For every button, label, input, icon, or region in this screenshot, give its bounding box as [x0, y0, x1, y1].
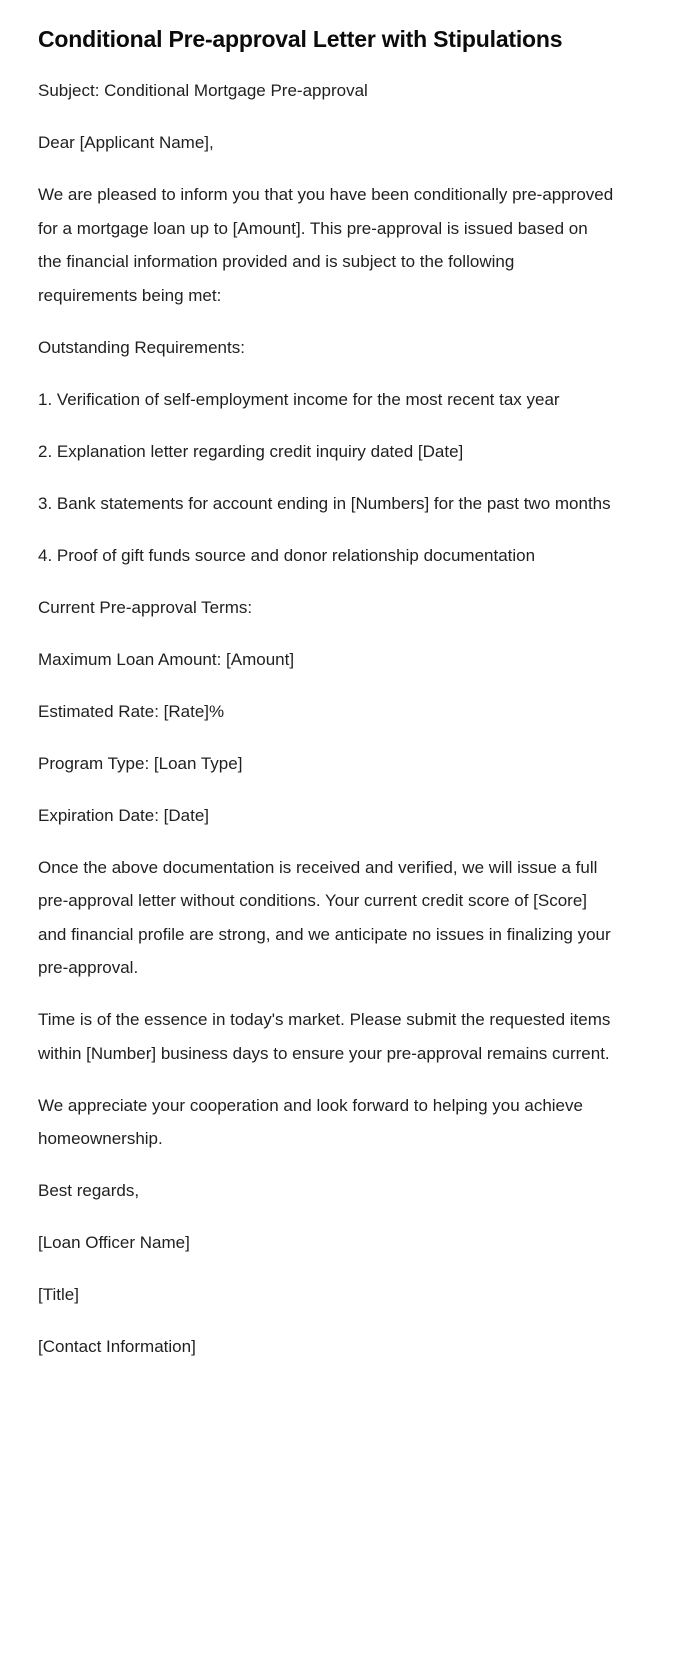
signature-name: [Loan Officer Name]	[38, 1233, 190, 1252]
term-program-type: Program Type: [Loan Type]	[38, 753, 243, 773]
terms-heading: Current Pre-approval Terms:	[38, 597, 253, 617]
requirement-item-4: 4. Proof of gift funds source and donor relationship documentation	[38, 545, 536, 565]
verification-paragraph: Once the above documentation is received and verified, we will issue a full pre-approval letter without conditions. Your current credit score of [Score] and financial profile are strong, and we anticipate no issues in finalizing your pre-approval.	[38, 857, 611, 977]
urgency-paragraph: Time is of the essence in today's market. Please submit the requested items within [Number] business days to ensure your pre-approval remains current.	[38, 1010, 611, 1063]
requirement-item-2: 2. Explanation letter regarding credit inquiry dated [Date]	[38, 441, 464, 461]
signature-contact: [Contact Information]	[38, 1337, 196, 1356]
term-max-loan-amount: Maximum Loan Amount: [Amount]	[38, 649, 295, 669]
requirements-heading: Outstanding Requirements:	[38, 337, 245, 357]
sign-off: Best regards,	[38, 1181, 140, 1200]
intro-paragraph: We are pleased to inform you that you have been conditionally pre-approved for a mortgage loan up to [Amount]. This pre-approval is issued based on the financial information provided and is subject to the following requirements being met:	[38, 185, 614, 305]
page-title: Conditional Pre-approval Letter with Stipulations	[38, 26, 563, 52]
term-expiration-date: Expiration Date: [Date]	[38, 805, 210, 825]
requirement-item-1: 1. Verification of self-employment income for the most recent tax year	[38, 389, 560, 409]
letter-body	[38, 74, 662, 1364]
signature-title: [Title]	[38, 1285, 79, 1304]
term-estimated-rate: Estimated Rate: [Rate]%	[38, 701, 225, 721]
subject-line: Subject: Conditional Mortgage Pre-approval	[38, 81, 368, 100]
salutation: Dear [Applicant Name],	[38, 133, 214, 152]
closing-paragraph: We appreciate your cooperation and look forward to helping you achieve homeownership.	[38, 1095, 583, 1148]
requirement-item-3: 3. Bank statements for account ending in [Numbers] for the past two months	[38, 493, 611, 513]
